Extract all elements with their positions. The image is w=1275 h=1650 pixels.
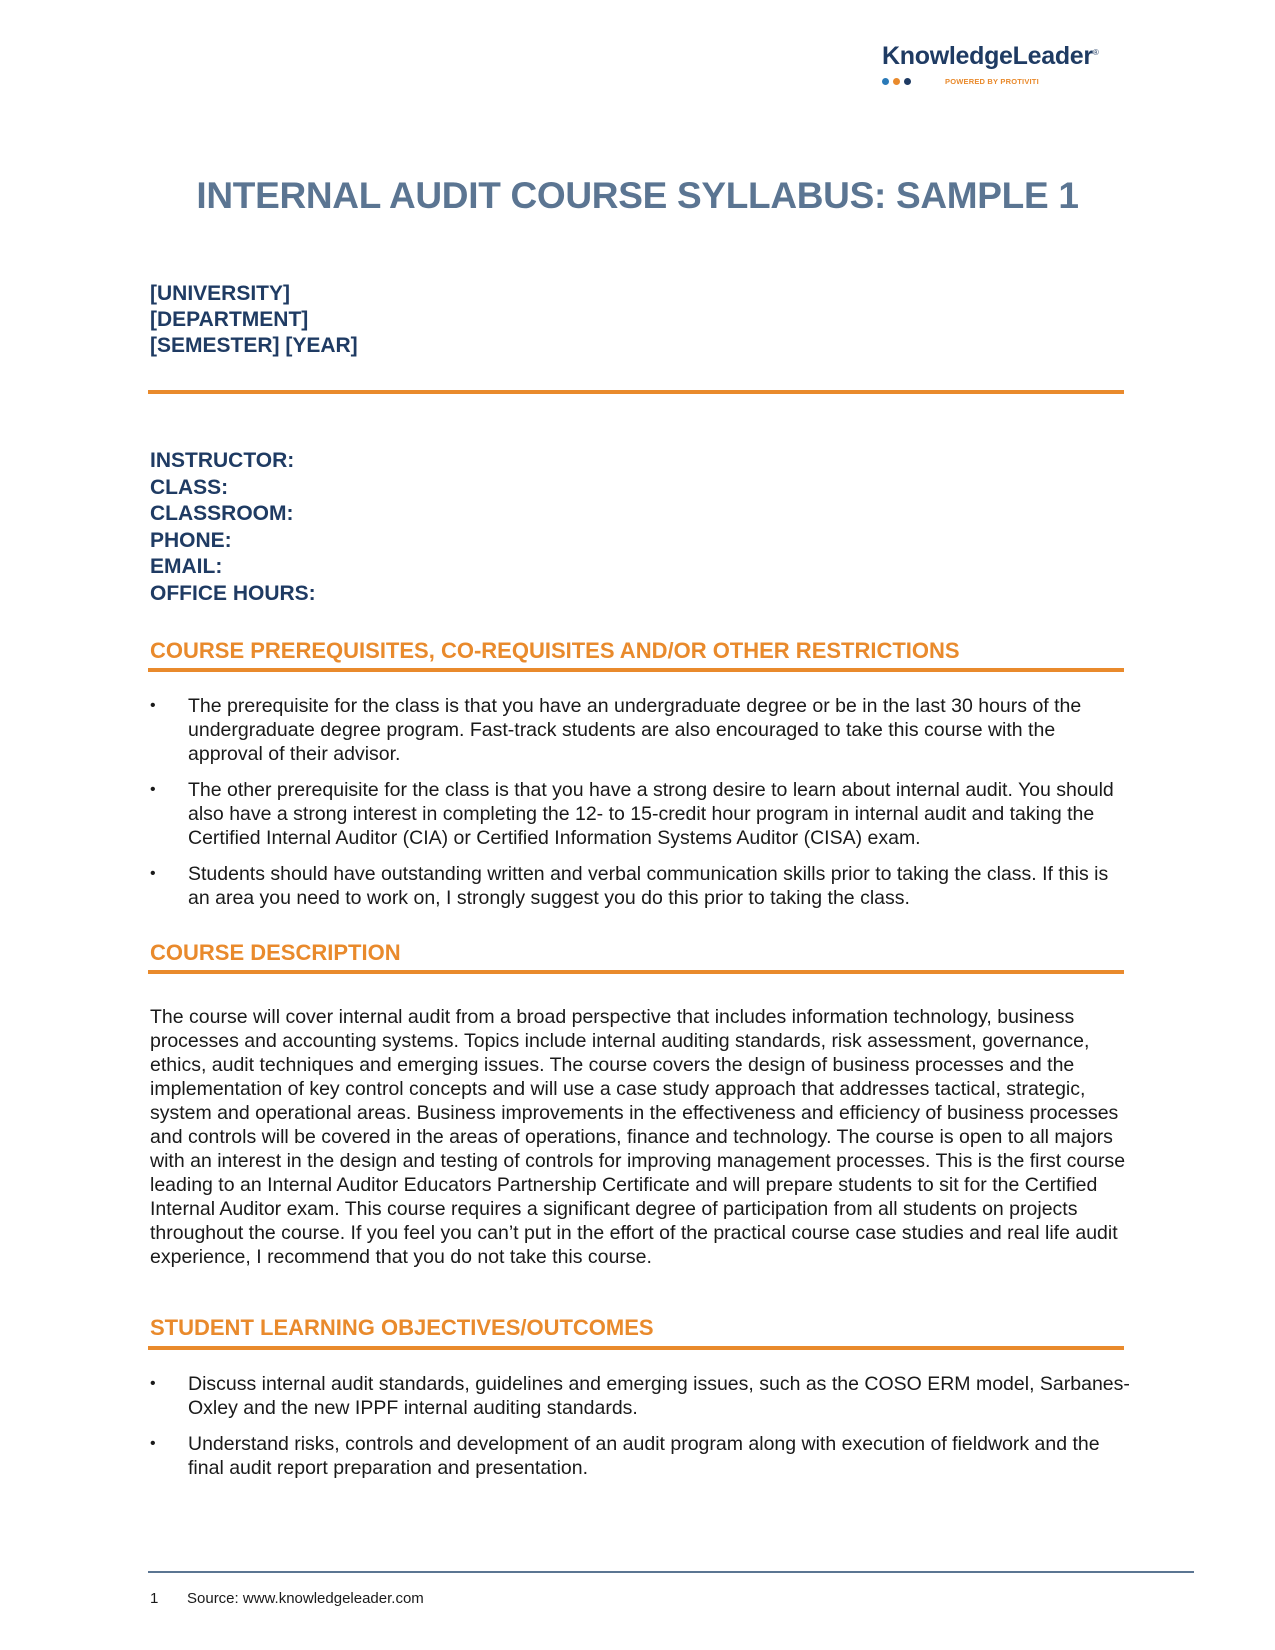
list-item-text: Discuss internal audit standards, guidelines and emerging issues, such as the COSO ERM model, Sarbanes-Oxley and the new IPPF internal auditing standards. (188, 1373, 1130, 1419)
bullet-icon: • (150, 697, 156, 714)
divider (148, 390, 1124, 394)
page-number: 1 (150, 1590, 159, 1607)
email-label: EMAIL: (150, 555, 223, 578)
list-item (150, 694, 1130, 766)
learning-objectives-list (150, 1372, 1130, 1492)
course-description-heading: COURSE DESCRIPTION (150, 940, 401, 965)
bullet-icon: • (150, 1375, 156, 1392)
registered-mark: ® (1092, 48, 1099, 57)
document-title: INTERNAL AUDIT COURSE SYLLABUS: SAMPLE 1 (196, 175, 1079, 216)
department-field: [DEPARTMENT] (150, 308, 309, 331)
list-item (150, 1432, 1130, 1480)
prerequisites-list (150, 694, 1130, 922)
bullet-icon: • (150, 1435, 156, 1452)
class-label: CLASS: (150, 475, 229, 499)
logo-name: KnowledgeLeader (882, 42, 1093, 70)
divider (148, 970, 1124, 974)
footer-source: Source: www.knowledgeleader.com (187, 1590, 424, 1607)
divider (148, 668, 1124, 672)
list-item-text: The other prerequisite for the class is that you have a strong desire to learn about internal audit. You should also have a strong interest in completing the 12- to 15-credit hour program in internal audit and taking the Certified Internal Auditor (CIA) or Certified Information Systems Auditor (CISA) exam. (188, 779, 1114, 849)
learning-objectives-heading: STUDENT LEARNING OBJECTIVES/OUTCOMES (150, 1315, 654, 1340)
instructor-info-block (150, 448, 316, 607)
list-item (150, 1372, 1130, 1420)
bullet-icon: • (150, 865, 156, 882)
divider (148, 1346, 1124, 1350)
office-hours-label: OFFICE HOURS: (150, 581, 316, 605)
logo-dot-icon (893, 78, 900, 85)
footer-divider (148, 1571, 1194, 1573)
bullet-icon: • (150, 781, 156, 798)
course-description-text: The course will cover internal audit from a broad perspective that includes information technology, business processes and accounting systems. Topics include internal auditing standards, risk assessment, governance, ethics, audit techniques and emerging issues. The course covers the design of business processes and the implementation of key control concepts and will use a case study approach that addresses tactical, strategic, system and operational areas. Business improvements in the effectiveness and efficiency of business processes and controls will be covered in the areas of operations, finance and technology. The course is open to all majors with an interest in the design and testing of controls for improving management processes. This is the first course leading to an Internal Auditor Educators Partnership Certificate and will prepare students to sit for the Certified Internal Auditor exam. This course requires a significant degree of participation from all students on projects throughout the course. If you feel you can’t put in the effort of the practical course case studies and real life audit experience, I recommend that you do not take this course. (150, 1006, 1126, 1268)
classroom-label: CLASSROOM: (150, 502, 294, 525)
instructor-label: INSTRUCTOR: (150, 449, 295, 472)
logo-dot-icon (904, 78, 911, 85)
institution-block (150, 281, 358, 359)
prerequisites-heading: COURSE PREREQUISITES, CO-REQUISITES AND/OR OTHER RESTRICTIONS (150, 638, 960, 663)
list-item-text: The prerequisite for the class is that you have an undergraduate degree or be in the last 30 hours of the undergraduate degree program. Fast-track students are also encouraged to take this course with the approval of their advisor. (188, 695, 1082, 765)
semester-year-field: [SEMESTER] [YEAR] (150, 334, 358, 357)
logo-dot-icon (882, 78, 889, 85)
logo-tagline: POWERED BY PROTIVITI (945, 77, 1039, 86)
list-item-text: Understand risks, controls and development of an audit program along with execution of fieldwork and the final audit report preparation and presentation. (188, 1433, 1100, 1479)
phone-label: PHONE: (150, 528, 232, 552)
university-field: [UNIVERSITY] (150, 282, 291, 305)
list-item (150, 862, 1130, 910)
list-item (150, 778, 1130, 850)
knowledgeleader-logo (882, 42, 1122, 86)
list-item-text: Students should have outstanding written and verbal communication skills prior to taking the class. If this is an area you need to work on, I strongly suggest you do this prior to taking the class. (188, 863, 1109, 909)
